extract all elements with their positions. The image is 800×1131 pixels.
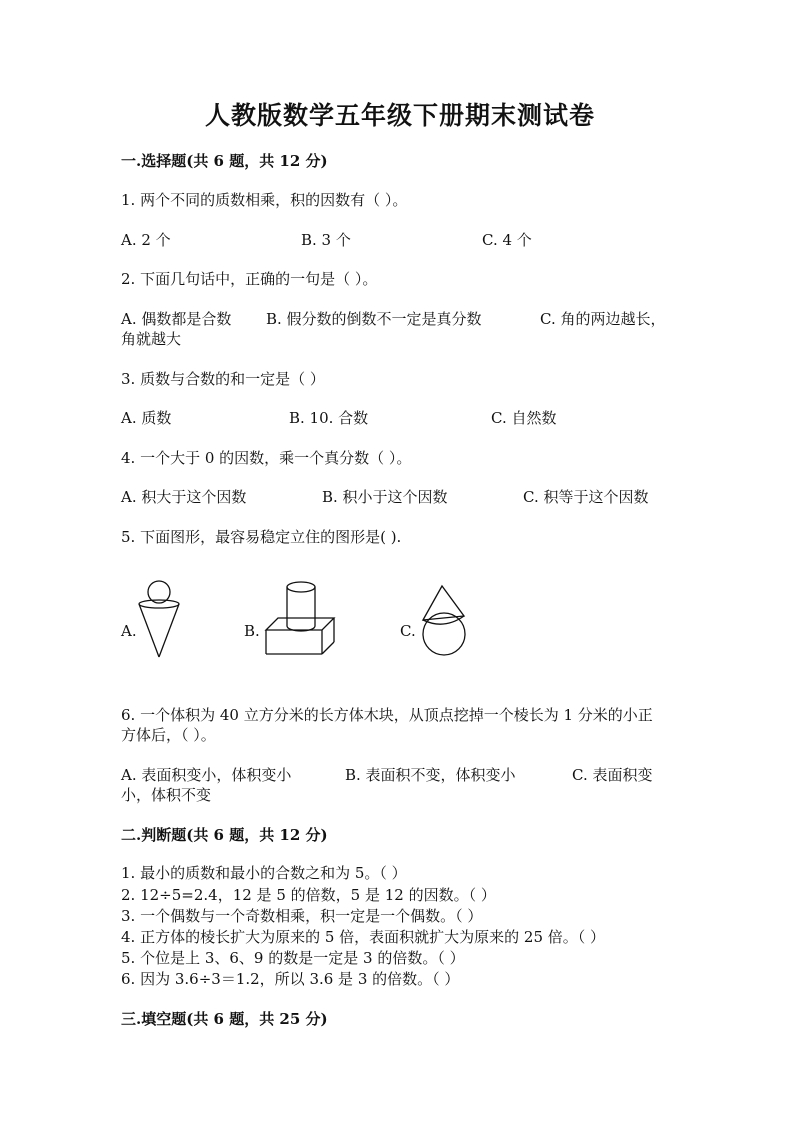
option-b: B. 表面积不变，体积变小 bbox=[345, 766, 516, 784]
option-b: B. 3 个 bbox=[301, 231, 351, 249]
cylinder-on-box-figure bbox=[264, 578, 336, 658]
figure-label-b: B. bbox=[244, 622, 260, 640]
judge-item: 6. 因为 3.6÷3＝1.2，所以 3.6 是 3 的倍数。（ ） bbox=[121, 970, 460, 988]
option-a: A. 质数 bbox=[121, 409, 172, 427]
option-c-continued: 角就越大 bbox=[121, 330, 182, 348]
judge-item: 3. 一个偶数与一个奇数相乘，积一定是一个偶数。（ ） bbox=[121, 907, 483, 925]
option-c: C. 角的两边越长， bbox=[540, 310, 666, 328]
option-a: A. 表面积变小，体积变小 bbox=[121, 766, 292, 784]
figure-label-c: C. bbox=[400, 622, 416, 640]
question-text: 3. 质数与合数的和一定是（ ） bbox=[121, 370, 325, 388]
option-c: C. 积等于这个因数 bbox=[523, 488, 649, 506]
option-c: C. 表面积变 bbox=[572, 766, 653, 784]
question-text: 5. 下面图形，最容易稳定立住的图形是( ). bbox=[121, 528, 402, 546]
option-c: C. 4 个 bbox=[482, 231, 532, 249]
question-text: 2. 下面几句话中，正确的一句是（ ）。 bbox=[121, 270, 378, 288]
option-a: A. 2 个 bbox=[121, 231, 171, 249]
option-b: B. 积小于这个因数 bbox=[322, 488, 448, 506]
section-heading-choice: 一.选择题(共 6 题，共 12 分) bbox=[121, 152, 328, 170]
judge-item: 2. 12÷5=2.4，12 是 5 的倍数，5 是 12 的因数。（ ） bbox=[121, 886, 496, 904]
page-title: 人教版数学五年级下册期末测试卷 bbox=[204, 101, 595, 130]
judge-item: 1. 最小的质数和最小的合数之和为 5。（ ） bbox=[121, 864, 407, 882]
option-b: B. 10. 合数 bbox=[289, 409, 369, 427]
cone-on-sphere-figure bbox=[418, 582, 474, 658]
question-text: 6. 一个体积为 40 立方分米的长方体木块，从顶点挖掉一个棱长为 1 分米的小正 bbox=[121, 706, 653, 724]
judge-item: 5. 个位是上 3、6、9 的数是一定是 3 的倍数。（ ） bbox=[121, 949, 465, 967]
figure-label-a: A. bbox=[121, 622, 137, 640]
question-text-continued: 方体后，（ ）。 bbox=[121, 726, 216, 744]
question-text: 1. 两个不同的质数相乘，积的因数有（ ）。 bbox=[121, 191, 408, 209]
section-heading-judge: 二.判断题(共 6 题，共 12 分) bbox=[121, 826, 328, 844]
cone-with-ball-figure bbox=[135, 578, 185, 660]
question-text: 4. 一个大于 0 的因数，乘一个真分数（ ）。 bbox=[121, 449, 412, 467]
section-heading-fill: 三.填空题(共 6 题，共 25 分) bbox=[121, 1010, 328, 1028]
option-c-continued: 小，体积不变 bbox=[121, 786, 212, 804]
option-a: A. 偶数都是合数 bbox=[121, 310, 232, 328]
judge-item: 4. 正方体的棱长扩大为原来的 5 倍，表面积就扩大为原来的 25 倍。（ ） bbox=[121, 928, 606, 946]
option-c: C. 自然数 bbox=[491, 409, 557, 427]
option-b: B. 假分数的倒数不一定是真分数 bbox=[266, 310, 482, 328]
option-a: A. 积大于这个因数 bbox=[121, 488, 247, 506]
